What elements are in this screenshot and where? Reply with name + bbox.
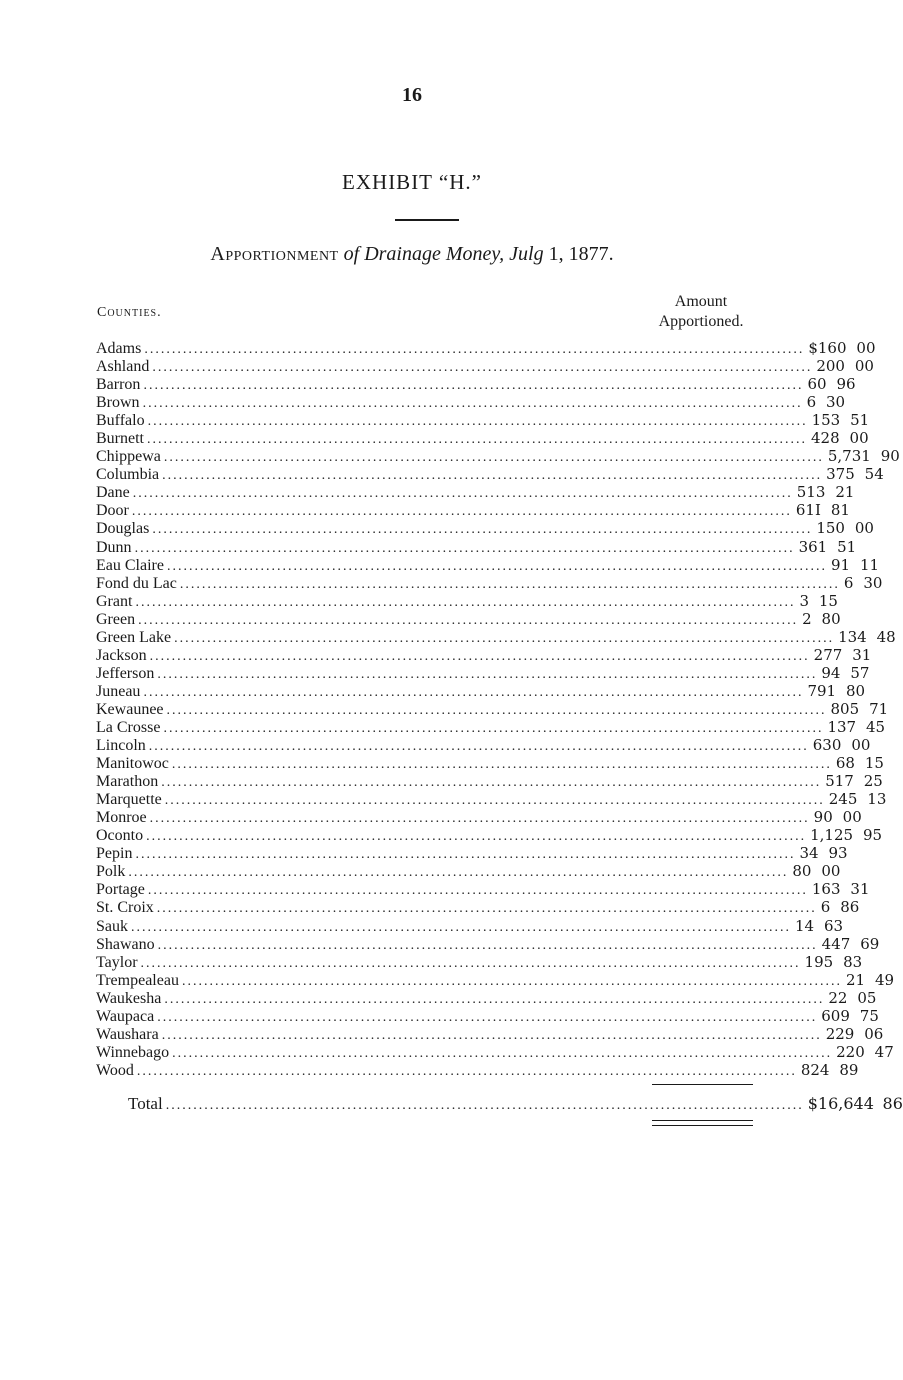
subtitle-date: 1, 1877. <box>548 243 614 265</box>
table-row <box>96 1006 879 1025</box>
exhibit-title: EXHIBIT “H.” <box>342 170 482 194</box>
amount-cents: 83 <box>843 952 863 971</box>
amount-apportioned <box>808 339 875 357</box>
dot-leader: ........................................................................................................................ <box>131 504 792 520</box>
amount-dollars: 220 <box>836 1042 865 1061</box>
amount-cents: 69 <box>860 934 880 953</box>
amount-cents: 21 <box>835 483 855 502</box>
amount-cents: 00 <box>821 862 841 881</box>
amount-cents: 00 <box>842 808 862 827</box>
dot-leader: ........................................................................................................................ <box>143 684 804 700</box>
amount-dollars: 68 <box>835 754 855 773</box>
amount-apportioned <box>801 1061 859 1079</box>
amount-cents: 30 <box>826 393 846 412</box>
table-row <box>96 537 857 556</box>
dot-leader: ........................................................................................................................ <box>136 1063 797 1079</box>
amount-cents: 00 <box>854 519 874 538</box>
amount-apportioned <box>846 971 894 989</box>
amount-dollars: 91 <box>830 555 851 574</box>
table-row <box>96 934 880 953</box>
dot-leader: ........................................................................................................................ <box>146 829 807 845</box>
dot-leader: ........................................................................................................................ <box>157 1009 818 1025</box>
amount-apportioned <box>816 519 874 537</box>
page-number: 16 <box>402 84 422 106</box>
amount-apportioned <box>814 646 872 664</box>
table-row <box>96 591 838 610</box>
dot-leader: ........................................................................................................................ <box>179 576 840 592</box>
amount-cents: 81 <box>830 501 850 520</box>
table-row <box>96 1042 894 1061</box>
amount-cents: 51 <box>837 537 857 556</box>
county-name: Kewaunee <box>96 700 164 718</box>
county-name: Taylor <box>96 953 138 971</box>
subtitle-month: Julg <box>509 243 544 265</box>
table-row <box>96 609 841 628</box>
amount-cents: 06 <box>864 1024 884 1043</box>
amount-apportioned <box>812 880 870 898</box>
dot-leader: .................................................................................................................... <box>165 1098 804 1113</box>
amount-apportioned <box>821 898 860 916</box>
county-name: Monroe <box>96 809 147 827</box>
amount-apportioned <box>805 953 863 971</box>
amount-cents: 90 <box>880 447 900 466</box>
dot-leader: ........................................................................................................................ <box>164 991 825 1007</box>
amount-apportioned <box>802 610 841 628</box>
table-row <box>96 1024 884 1043</box>
dot-leader: ........................................................................................................................ <box>142 396 803 412</box>
amount-apportioned <box>816 357 874 375</box>
total-row <box>128 1094 903 1114</box>
amount-apportioned <box>811 429 869 447</box>
dot-leader: ........................................................................................................................ <box>147 432 807 448</box>
amount-cents: 15 <box>864 754 884 773</box>
amount-apportioned <box>799 844 847 862</box>
amount-apportioned <box>828 989 876 1007</box>
table-row <box>96 483 855 502</box>
amount-cents: 45 <box>865 717 886 736</box>
amount-cents: 80 <box>821 609 841 628</box>
subtitle-apportionment: Apportionment <box>210 243 339 265</box>
amount-cents: 25 <box>863 772 883 791</box>
table-row <box>96 754 884 773</box>
table-row <box>96 736 871 755</box>
amount-apportioned <box>807 375 855 393</box>
dot-leader: ........................................................................................................................ <box>140 955 801 971</box>
table-row <box>96 916 844 935</box>
table-row <box>96 1060 859 1079</box>
table-row <box>96 826 883 845</box>
amount-apportioned <box>838 628 896 646</box>
table-subtitle <box>0 243 824 266</box>
dot-leader: ........................................................................................................................ <box>161 775 822 791</box>
amount-dollars: 1,125 <box>810 826 854 845</box>
amount-dollars: 375 <box>826 465 855 484</box>
amount-header-line2: Apportioned. <box>658 313 744 330</box>
table-row <box>96 339 876 357</box>
table-row <box>96 844 848 863</box>
amount-dollars: 6 <box>820 898 831 917</box>
amount-cents: 57 <box>850 663 870 682</box>
amount-cents: 31 <box>850 880 870 899</box>
table-row <box>96 573 883 592</box>
amount-apportioned <box>807 393 846 411</box>
county-name: Columbia <box>96 466 160 484</box>
table-row <box>96 393 846 412</box>
amount-cents: 86 <box>840 898 860 917</box>
county-name: Ashland <box>96 358 150 376</box>
dot-leader: ........................................................................................................................ <box>163 720 824 736</box>
table-row <box>96 555 880 574</box>
amount-dollars: 200 <box>816 357 845 376</box>
subtitle-drainage-money: Drainage Money, <box>364 243 505 265</box>
amount-dollars: 447 <box>821 934 851 953</box>
table-row <box>96 790 887 809</box>
amount-cents: 89 <box>839 1060 859 1079</box>
table-row <box>96 880 870 899</box>
amount-dollars: 195 <box>804 952 834 971</box>
table-row <box>96 375 856 394</box>
dot-leader: ........................................................................................................................ <box>174 630 835 646</box>
amount-dollars: 229 <box>825 1024 855 1043</box>
county-name: St. Croix <box>96 899 154 917</box>
county-name: Polk <box>96 863 126 881</box>
dot-leader: ........................................................................................................................ <box>162 468 823 484</box>
amount-cents: 00 <box>849 429 869 448</box>
amount-dollars: 5,731 <box>827 447 871 466</box>
dot-leader: ........................................................................................................................ <box>143 378 804 394</box>
amount-cents: 80 <box>845 681 866 700</box>
amount-cents: 05 <box>857 988 877 1007</box>
table-row <box>96 699 889 718</box>
dot-leader: ........................................................................................................................ <box>152 360 813 376</box>
county-name: Green Lake <box>96 628 172 646</box>
amount-cents: 31 <box>852 645 872 664</box>
amount-apportioned <box>795 917 843 935</box>
amount-dollars: 428 <box>811 429 840 448</box>
county-name: Marathon <box>96 773 159 791</box>
dot-leader: ........................................................................................................................ <box>172 1045 833 1061</box>
dot-leader: ........................................................................................................................ <box>149 648 810 664</box>
amount-dollars: 513 <box>796 483 826 502</box>
table-row <box>96 862 841 881</box>
amount-dollars: 277 <box>813 645 843 664</box>
amount-cents: 49 <box>874 970 895 989</box>
amount-apportioned <box>810 826 882 844</box>
amount-apportioned <box>825 772 883 790</box>
amount-cents: 00 <box>854 357 874 376</box>
dot-leader: ........................................................................................................................ <box>166 558 827 574</box>
county-name: Brown <box>96 394 140 412</box>
county-name: Douglas <box>96 520 150 538</box>
amount-cents: 75 <box>859 1006 879 1025</box>
amount-apportioned <box>807 682 865 700</box>
county-name: Green <box>96 610 136 628</box>
table-row <box>96 447 900 466</box>
county-name: Waukesha <box>96 989 162 1007</box>
total-label: Total <box>128 1094 163 1113</box>
table-row <box>96 429 869 448</box>
dot-leader: ........................................................................................................................ <box>181 973 842 989</box>
amount-dollars: 60 <box>807 375 827 394</box>
amount-cents: 96 <box>836 375 856 394</box>
amount-apportioned <box>797 483 855 501</box>
total-amount <box>808 1094 903 1113</box>
county-name: Pepin <box>96 845 133 863</box>
amount-dollars: 245 <box>828 790 858 809</box>
table-row <box>96 898 860 917</box>
amount-apportioned <box>827 718 885 736</box>
amount-column-header <box>636 292 766 332</box>
amount-apportioned <box>831 556 879 574</box>
amount-dollars: 90 <box>813 808 833 827</box>
table-row <box>96 519 874 538</box>
dot-leader: ........................................................................................................................ <box>138 612 799 628</box>
amount-dollars: 609 <box>821 1006 850 1025</box>
amount-dollars: 134 <box>838 627 867 646</box>
amount-apportioned <box>831 700 889 718</box>
amount-dollars: 163 <box>811 880 841 899</box>
county-name: Marquette <box>96 791 162 809</box>
amount-cents: 47 <box>874 1042 894 1061</box>
amount-dollars: 137 <box>827 717 857 736</box>
county-name: Manitowoc <box>96 755 169 773</box>
county-name: Jefferson <box>96 664 155 682</box>
amount-apportioned <box>796 501 850 519</box>
county-name: Burnett <box>96 430 144 448</box>
amount-dollars: 791 <box>807 681 837 700</box>
county-name: Shawano <box>96 935 155 953</box>
county-name: Oconto <box>96 827 144 845</box>
total-dollars: $16,644 <box>807 1094 874 1113</box>
amount-dollars: 361 <box>798 537 828 556</box>
dot-leader: ........................................................................................................................ <box>163 450 824 466</box>
county-name: Waushara <box>96 1025 159 1043</box>
amount-dollars: 6 <box>843 573 854 592</box>
amount-apportioned <box>792 862 840 880</box>
amount-cents: 48 <box>876 627 896 646</box>
table-row <box>96 357 874 376</box>
amount-apportioned <box>799 538 857 556</box>
dot-leader: ........................................................................................................................ <box>132 486 793 502</box>
amount-cents: 11 <box>859 555 880 574</box>
amount-apportioned <box>812 411 870 429</box>
dot-leader: ........................................................................................................................ <box>152 522 813 538</box>
amount-apportioned <box>826 465 884 483</box>
county-name: Sauk <box>96 917 128 935</box>
dot-leader: ........................................................................................................................ <box>156 901 817 917</box>
amount-dollars: 94 <box>821 663 841 682</box>
amount-cents: 00 <box>851 736 871 755</box>
county-name: Fond du Lac <box>96 574 177 592</box>
double-rule-top <box>652 1120 753 1121</box>
county-name: Adams <box>96 340 142 357</box>
dot-leader: ........................................................................................................................ <box>166 702 827 718</box>
table-row <box>96 681 866 700</box>
amount-dollars: 34 <box>799 844 819 863</box>
double-rule-bottom <box>652 1125 753 1126</box>
amount-apportioned <box>826 1025 884 1043</box>
county-name: La Crosse <box>96 718 161 736</box>
county-name: Jackson <box>96 646 147 664</box>
amount-dollars: $160 <box>808 339 847 357</box>
amount-apportioned <box>821 664 869 682</box>
amount-dollars: 2 <box>802 609 812 628</box>
amount-dollars: 805 <box>830 699 860 718</box>
amount-dollars: 153 <box>811 411 841 430</box>
dot-leader: ........................................................................................................................ <box>171 757 832 773</box>
amount-apportioned <box>829 790 887 808</box>
table-row <box>96 772 883 791</box>
dot-leader: ........................................................................................................................ <box>157 666 818 682</box>
amount-apportioned <box>836 1043 894 1061</box>
dot-leader: ........................................................................................................................ <box>157 937 818 953</box>
table-row <box>96 465 884 484</box>
amount-dollars: 80 <box>792 862 812 881</box>
dot-leader: ........................................................................................................................ <box>147 883 808 899</box>
county-name: Lincoln <box>96 737 146 755</box>
county-name: Chippewa <box>96 448 161 466</box>
amount-dollars: 630 <box>812 736 842 755</box>
dot-leader: ........................................................................................................................ <box>135 594 796 610</box>
county-name: Door <box>96 502 129 520</box>
amount-apportioned <box>844 574 883 592</box>
amount-cents: 30 <box>863 573 883 592</box>
amount-cents: 00 <box>856 339 876 357</box>
amount-cents: 95 <box>862 826 883 845</box>
amount-cents: 93 <box>828 844 848 863</box>
amount-dollars: 21 <box>845 970 866 989</box>
county-name: Winnebago <box>96 1043 170 1061</box>
amount-apportioned <box>813 736 871 754</box>
amount-header-line1: Amount <box>674 293 728 310</box>
amount-dollars: 150 <box>816 519 845 538</box>
table-row <box>96 501 850 520</box>
amount-dollars: 824 <box>800 1060 830 1079</box>
table-row <box>96 808 862 827</box>
county-name: Barron <box>96 376 141 394</box>
dot-leader: ........................................................................................................................ <box>135 847 796 863</box>
amount-apportioned <box>821 1007 879 1025</box>
table-row <box>96 411 870 430</box>
amount-cents: 54 <box>864 465 884 484</box>
county-name: Portage <box>96 881 145 899</box>
apportionment-table <box>96 339 900 1079</box>
amount-dollars: 6 <box>806 393 817 412</box>
amount-apportioned <box>822 935 880 953</box>
amount-dollars: 14 <box>795 916 815 935</box>
subtitle-of: of <box>343 243 360 265</box>
dot-leader: ........................................................................................................................ <box>134 540 795 556</box>
total-rule <box>652 1084 753 1085</box>
county-name: Waupaca <box>96 1007 155 1025</box>
dot-leader: ........................................................................................................................ <box>128 865 789 881</box>
amount-cents: 71 <box>869 699 889 718</box>
amount-dollars: 3 <box>799 591 809 610</box>
county-name: Wood <box>96 1061 134 1079</box>
dot-leader: ........................................................................................................................ <box>147 414 808 430</box>
amount-cents: 51 <box>850 411 870 430</box>
table-row <box>96 988 877 1007</box>
amount-apportioned <box>799 592 838 610</box>
dot-leader: ........................................................................................................................ <box>144 342 805 357</box>
amount-dollars: 61I <box>795 501 821 520</box>
amount-dollars: 517 <box>825 772 854 791</box>
table-row <box>96 663 870 682</box>
county-name: Dane <box>96 484 130 502</box>
amount-apportioned <box>828 447 900 465</box>
dot-leader: ........................................................................................................................ <box>148 739 809 755</box>
dot-leader: ........................................................................................................................ <box>149 811 810 827</box>
amount-dollars: 22 <box>828 988 848 1007</box>
amount-apportioned <box>814 808 862 826</box>
total-cents: 86 <box>882 1094 903 1113</box>
county-name: Trempealeau <box>96 971 179 989</box>
table-row <box>96 717 886 736</box>
dot-leader: ........................................................................................................................ <box>161 1027 822 1043</box>
county-name: Dunn <box>96 538 132 556</box>
amount-cents: 15 <box>818 591 838 610</box>
county-name: Grant <box>96 592 133 610</box>
table-row <box>96 970 895 989</box>
counties-column-header: Counties. <box>97 305 162 320</box>
table-row <box>96 952 863 971</box>
county-name: Juneau <box>96 682 141 700</box>
table-row <box>96 627 896 646</box>
dot-leader: ........................................................................................................................ <box>131 919 791 935</box>
table-row <box>96 645 872 664</box>
amount-cents: 63 <box>824 916 844 935</box>
title-divider <box>395 219 459 221</box>
amount-cents: 13 <box>867 790 887 809</box>
amount-apportioned <box>836 754 884 772</box>
county-name: Eau Claire <box>96 556 164 574</box>
county-name: Buffalo <box>96 412 145 430</box>
dot-leader: ........................................................................................................................ <box>164 793 825 809</box>
